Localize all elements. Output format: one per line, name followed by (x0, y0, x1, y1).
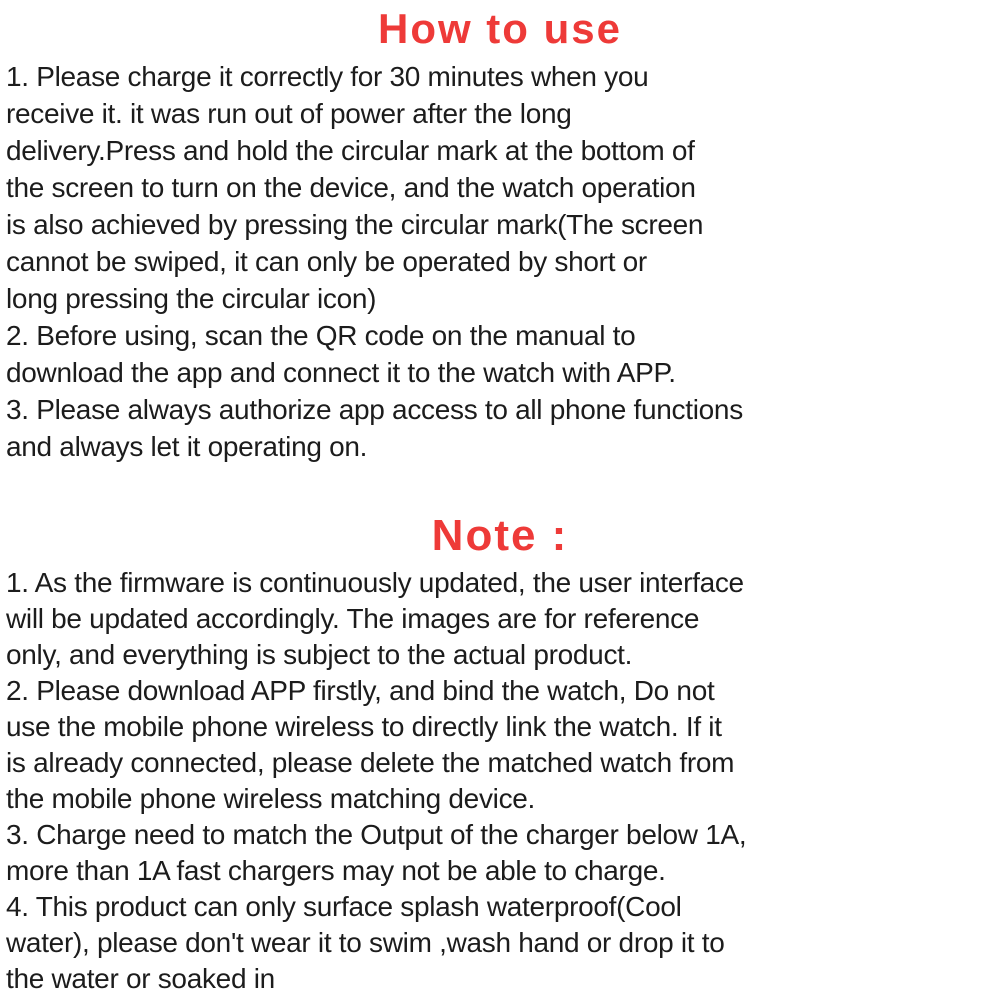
text-line: 1. Please charge it correctly for 30 minutes when you (6, 61, 649, 92)
text-line: download the app and connect it to the watch with APP. (6, 357, 676, 388)
note-heading: Note : (431, 511, 569, 560)
text-line: and always let it operating on. (6, 431, 368, 462)
text-line: delivery.Press and hold the circular mark at the bottom of (6, 135, 695, 166)
text-line: 3. Please always authorize app access to all phone functions (6, 394, 743, 425)
text-line: will be updated accordingly. The images are for reference (6, 603, 700, 634)
text-line: the water or soaked in (6, 963, 275, 994)
text-line: 3. Charge need to match the Output of the charger below 1A, (6, 819, 747, 850)
text-line: receive it. it was run out of power after the long (6, 98, 572, 129)
text-line: long pressing the circular icon) (6, 283, 377, 314)
text-line: more than 1A fast chargers may not be able to charge. (6, 855, 666, 886)
text-line: 2. Please download APP firstly, and bind the watch, Do not (6, 675, 715, 706)
text-line: 1. As the firmware is continuously updated, the user interface (6, 567, 744, 598)
text-line: only, and everything is subject to the actual product. (6, 639, 633, 670)
text-line: 2. Before using, scan the QR code on the manual to (6, 320, 636, 351)
text-line: use the mobile phone wireless to directly link the watch. If it (6, 711, 722, 742)
how-to-use-paragraph (0, 58, 1000, 465)
text-line: the screen to turn on the device, and the watch operation (6, 172, 696, 203)
text-line: water), please don't wear it to swim ,wash hand or drop it to (6, 927, 725, 958)
note-paragraph (0, 565, 1000, 997)
how-to-use-heading: How to use (377, 5, 622, 52)
text-line: cannot be swiped, it can only be operated by short or (6, 246, 647, 277)
text-line: is already connected, please delete the matched watch from (6, 747, 735, 778)
text-line: the mobile phone wireless matching device. (6, 783, 536, 814)
text-line: is also achieved by pressing the circular mark(The screen (6, 209, 704, 240)
text-line: 4. This product can only surface splash waterproof(Cool (6, 891, 682, 922)
